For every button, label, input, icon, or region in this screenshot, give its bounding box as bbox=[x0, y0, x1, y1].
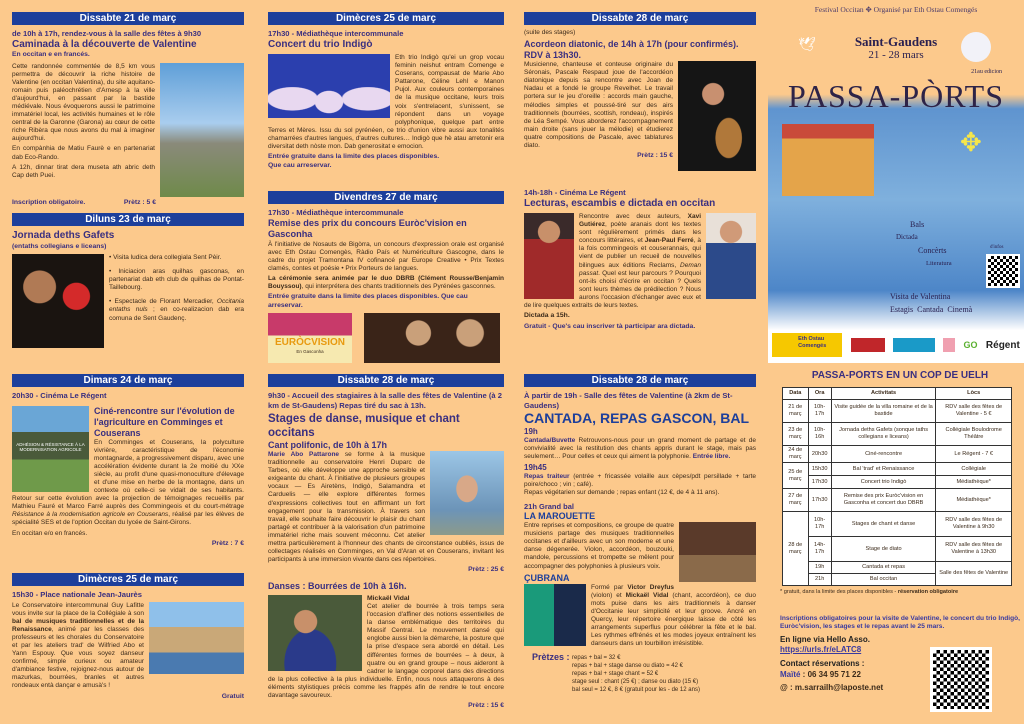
table-footnote: * gratuit, dans la limite des places disponibles - réservation obligatoire bbox=[780, 589, 959, 595]
day-header: Dissabte 28 de març bbox=[524, 12, 756, 25]
booking-link[interactable]: https://urls.fr/eLATC8 bbox=[780, 644, 862, 654]
event-time: 17h30 - Médiathèque intercommunale bbox=[268, 29, 404, 38]
day-header: Dissabte 21 de març bbox=[12, 12, 244, 25]
event-title: Remise des prix du concours Euròc'vision en Gasconha bbox=[268, 217, 467, 239]
photo-man-occitan-cross bbox=[12, 254, 104, 348]
inscription-note: Inscription obligatoire. bbox=[12, 198, 86, 206]
event-lecturas: 14h-18h - Cinéma Le Régent Lecturas, escambis e dictada en occitan Rencontre avec deux auteurs, Xavi Gutiérez, poète aranais dont les textes sont régulièrement primés dans les concours littéraires, et Jean-Paul Ferré, à la fois commingeois et couserannais, qui vient de publier un recueil de nouvelles bilingues aux éditions Reclams, Deman passat. Quel est leur parcours ? Pourquoi ont-ils choisi d'écrire en occitan ? Quels sont leurs thèmes de prédilection ? Nous aurons l'occasion d'échanger avec eux et de lire quelques extraits de leurs textes. Dictada a 15h. Gratuit - Que's cau inscriver tà participar ara dictada. bbox=[524, 188, 756, 368]
event-cine-rencontre: Dimars 24 de març 20h30 - Cinéma Le Régent ADHÉSION & RÉSISTANCE À LA MODERNISATION AGRICOLE Ciné-rencontre sur l'évolution de l'agriculture en Comminges et Couserans En Comminges et Couserans, la polyculture vivrière, caractéristique de l'économie montagnarde, a progressivement disparu, avec une accélération évidente durant la 2e moitié du XXe siècle, au profit d'une quasi-monoculture d'élevage et d'une mise en herbe de la montagne, dans un contexte où celle-ci se vidait de ses habitants. Retour sur cette évolution avec la projection de témoignages recueillis par Mathieu Fauré et Marco Farré auprès des Commingeois et du court-métrage Résistance à la modernisation agricole en Couserans, réalisé par les élèves de spécialité SES et de l'option Occitan du lycée de Saint-Girons. En occitan e/o en francés. Prètz : 7 € bbox=[12, 375, 244, 547]
photo-pascale-respaud bbox=[678, 61, 756, 171]
event-time: À partir de 19h - Salle des fêtes de Valentine (à 2km de St-Gaudens) bbox=[524, 391, 733, 410]
table-row: 27 de març 17h30 Remise des prix Euròc'vision en Gasconha et concert duo DBRB Médiathèque* bbox=[783, 489, 1012, 512]
email-contact[interactable]: @ : m.sarrailh@laposte.net bbox=[780, 682, 884, 692]
poster-organizer: Festival Occitan ✥ Organisé par Eth Ostau Comengés bbox=[814, 5, 978, 14]
photo-trio-indigo bbox=[268, 54, 390, 118]
poster-title: PASSA-PÒRTS bbox=[788, 78, 1004, 114]
photo-xavi-gutierez bbox=[524, 213, 574, 299]
event-title: Acordeon diatonic, de 14h à 17h (pour confirmés). RDV à 13h30. bbox=[524, 39, 739, 61]
event-title: Jornada deths Gafets bbox=[12, 230, 115, 241]
table-row: 23 de març 10h-16h Jornada deths Gafets (sonque taths collegians e liceans) Collégiale Boulodrome Théâtre bbox=[783, 423, 1012, 446]
event-time: 14h-18h - Cinéma Le Régent bbox=[524, 188, 626, 197]
table-row: 21 de març 10h-17h Visite guidée de la villa romaine et de la bastide RDV salle des fêtes de Valentine - 5 € bbox=[783, 400, 1012, 423]
event-title: Stages de danse, musique et chant occitans bbox=[268, 413, 460, 439]
day-header: Diluns 23 de març bbox=[12, 213, 244, 226]
table-row: 19h Cantada et repas Salle des fêtes de Valentine bbox=[783, 562, 1012, 574]
table-row: 17h30 Concert trio Indigò Médiathèque* bbox=[783, 476, 1012, 489]
photo-mickael-vidal bbox=[268, 595, 362, 671]
qr-code-poster[interactable] bbox=[986, 254, 1020, 288]
event-time: 17h30 - Médiathèque intercommunale bbox=[268, 208, 404, 217]
price: Gratuit bbox=[221, 692, 244, 700]
event-danses: Danses : Bourrées de 10h à 16h. Mickaël Vidal Cet atelier de bourrée à trois temps sera l'occasion d'affiner des notions essentielles de la danse emblématique des territoires du Massif Central. Le mouvement dansé qui englobe aussi bien la démarche, la posture que la prise d'espace sera abordé en détail. Les différentes formes de bourrées – à deux, à quatre ou en grand groupe – nous aideront à cadrer le langage corporel dans des directions de la plus collective à la plus individuelle. Enfin, nous nous attaquerons à des éléments stylistiques précis comme les frappés afin de rendre le tout encore davantage savoureux. Prètz : 15 € bbox=[268, 581, 504, 710]
event-title: Danses : Bourrées de 10h à 16h. bbox=[268, 581, 407, 591]
price: Prètz : 5 € bbox=[123, 198, 156, 206]
summary-title: PASSA-PÒRTS EN UN CÒP DE UELH bbox=[811, 370, 989, 381]
day-header: Dimècres 25 de març bbox=[12, 573, 244, 586]
photo-la-marouette bbox=[679, 522, 756, 582]
event-stages: Dissabte 28 de març 9h30 - Accueil des stagiaires à la salle des fêtes de Valentine (à 2 km de St-Gaudens) Repas tiré du sac à 13h. Stages de danse, musique et chant occitans Cant polifonic, de 10h à 17h Marie Abo Pattarone se forme à la musique traditionnelle au conservatoire Henri Duparc de Tarbes, où elle développe une approche sensible et exigeante du chant. À l'initiative de plusieurs groupes vocaux — Es Airetèns, Indigò, Salamandra et Carduelis — elle explore différentes formes d'expressions collectives tout en affirmant un fort engagement pour la transmission. À travers son travail, elle souhaite faire découvrir le plaisir du chant partagé et contribuer à la valorisation d'un patrimoine immatériel riche mais souvent méconnu. Cet atelier mettra particulièrement à l'honneur des chants de circonstance oubliés, issus de collectages réalisés en Comminges, en Val d'Aran et en Couserans, invitant les participants à une immersion vivante dans ces répertoires. Prètz : 25 € bbox=[268, 375, 504, 574]
event-title: Lecturas, escambis e dictada en occitan bbox=[524, 197, 716, 209]
band-name: ÇUBRANA bbox=[524, 572, 570, 583]
qr-code-booking[interactable] bbox=[930, 647, 992, 712]
event-caminada: Dissabte 21 de març de 10h à 17h, rendez-vous à la salle des fêtes à 9h30 Caminada à la découverte de Valentine En occitan e en francés. Cette randonnée commentée de 8,5 km vous permettra de découvrir la riche histoire de Valentine (en occitan Valentina), du site aquitano-romain puis paléochrétien d'Arnesp à la ville d'aujourd'hui, en passant par la bastide médiévale. Nous évoquerons aussi le patrimoine immatériel local, les activités humaines et le rôle central de la Garonne (Garona) au cœur de cette riche Ribèra que nous avons du mal à imaginer aujourd'hui. En compànhia de Matiu Faurè e en partenariat dab Eco-Rando. A 12h, dinnar tirat dera museta ath abric deth Cap deth Puei. Inscription obligatoire. Prètz : 5 € bbox=[12, 12, 244, 207]
event-title: Caminada à la découverte de Valentine bbox=[12, 38, 197, 50]
table-row: 25 de març 15h30 Bal 'trad' et Renaissance Collégiale bbox=[783, 463, 1012, 476]
go-logo: GO bbox=[963, 340, 978, 350]
price: Prètz : 15 € bbox=[468, 702, 504, 710]
event-time: 15h30 - Place nationale Jean-Jaurès bbox=[12, 590, 143, 599]
event-jornada: Diluns 23 de març Jornada deths Gafets (entaths collegians e liceans) • Visita ludica dera collegiala Sent Pèir. • Iniciacion aras quilhas gasconas, en partenariat dab eth club de quilhas de Pontat-Taillebourg. • Espectacle de Florant Mercadier, Occitania entaths nuls ; en co-realizacion dab era comuna de Sent Gaudenç. bbox=[12, 213, 244, 368]
event-time: 20h30 - Cinéma Le Régent bbox=[12, 391, 107, 400]
photo-cubrana bbox=[524, 584, 586, 646]
event-eurocvision: Divendres 27 de març 17h30 - Médiathèque intercommunale Remise des prix du concours Euròc'vision en Gasconha À l'initiative de Nosauts de Bigòrra, un concours d'expression orale est organisé avec Eth Ostau Comengès, Ràdio País et Numériculture Gascogne, dans le cadre du projet Tramontana IV cofinancé par Europe Creative • Prix Textes clamés, contes et poésie • Prix Porteurs de langues. La cérémonie sera animée par le duo DBRB (Clément Rousse/Benjamin Bouyssou), qui interprétera des chants traditionnels des Pyrénées gasconnes. Entrée gratuite dans la limite des places disponibles. Que cau arreservar. EURÒCVISION En Gasconha bbox=[268, 191, 504, 369]
event-acordeon: Dissabte 28 de març (suite des stages) Acordeon diatonic, de 14h à 17h (pour confirmés). RDV à 13h30. Musicienne, chanteuse et conteuse originaire du Séronais, Pascale Respaud joue de l'accordéon diatonique depuis sa rencontre avec Joan de Nadau et a fondé le groupe Revelhet. Le travail portera sur le jeu d'oreille : accords main gauche, mélodies simples et poussé-tiré sur des airs traditionnels (bourrées, scottish, rondeau), inspirés de Léa Sempé. Vous aborderez l'accompagnement main droite (sans jouer la mélodie) et étudierez quatre compositions de Pascale, avec tablatures diato. Prètz : 15 € bbox=[524, 12, 756, 177]
city-logo bbox=[943, 338, 955, 352]
band-name: LA MAROUETTE bbox=[524, 511, 596, 522]
price: Prètz : 7 € bbox=[211, 539, 244, 547]
phone-contact[interactable]: Maïté : 06 34 95 71 22 bbox=[780, 669, 861, 679]
table-row: 21h Bal occitan bbox=[783, 574, 1012, 586]
seagull-icon: 🕊 bbox=[798, 36, 816, 52]
poster-sponsor-bar bbox=[768, 330, 1024, 360]
price-list: Prètzes : repas + bal = 32 € repas + bal + stage danse ou diato = 42 € repas + bal + stage chant = 52 € stage seul : chant (25 €) ; danse ou diato (15 €) bal seul = 12 €, 8 € (gratuit pour les - de 12 ans) bbox=[532, 652, 700, 694]
event-bal-trad: Dimècres 25 de març 15h30 - Place nationale Jean-Jaurès Le Conservatoire intercommunal Guy Lafitte vous invite sur la place de la Collégiale à son bal de musiques traditionnelles et de la Renaissance, animé par les classes des professeurs et les chorales du Conservatoire et par les ateliers trad' de Wilfried Abo et Yann Espouy. Que vous soyez danseur confirmé, simple curieux ou amateur d'ambiance festive, rejoignez-nous autour de mazurkas, bourrées, branles et autres rondeaux entà dançar e amusà's ! Gratuit bbox=[12, 574, 244, 700]
region-logo bbox=[851, 338, 885, 352]
day-header: Divendres 27 de març bbox=[268, 191, 504, 204]
table-row: 24 de març 20h30 Ciné-rencontre Le Régent - 7 € bbox=[783, 446, 1012, 463]
contact-section: Inscriptions obligatoires pour la visite de Valentine, le concert du trio Indigò, Euròc'vision, les stages et le repas avant le 25 mars. En ligne via Hello Asso. https://urls.fr/eLATC8 Contact réservations : Maïté : 06 34 95 71 22 @ : m.sarrailh@laposte.net bbox=[780, 615, 1020, 720]
event-time: 9h30 - Accueil des stagiaires à la salle des fêtes de Valentine (à 2 km de St-Gaudens) Repas tiré du sac à 13h. bbox=[268, 391, 502, 410]
eth-ostau-comenges-logo: Eth Ostau Comengés bbox=[772, 333, 842, 357]
department-logo bbox=[893, 338, 935, 352]
day-header: Dimars 24 de març bbox=[12, 374, 244, 387]
photo-jean-paul-ferre bbox=[706, 213, 756, 299]
regent-logo: Régent bbox=[985, 339, 1020, 351]
event-concert-indigo: Dimècres 25 de març 17h30 - Médiathèque intercommunale Concert du trio Indigò Eth trio Indigò qu'ei un grop vocau feminin neishut entram Comenge e Coserans, compausat de Marie Abo Pattarone, Céline Lehl e Manon Pujol. Aux couleurs contemporaines de la musique occitane, leurs trois voix s'entrelacent, s'unissent, se répondent dans un voyage polyphonique, quelque part entre Terres et Mères. Issu du sol pyrénéen, ce trio d'union vibre aussi aux tonalités chamarrées d'autres langues, d'autres cultures… Indigò que hè atau arretonir era diversitat deth nòste mon. Dab generositat e emocion. Entrée gratuite dans la limite des places disponibles. Que cau arreservar. bbox=[268, 13, 504, 169]
price: Prètz : 25 € bbox=[468, 566, 504, 574]
photo-collegiale-musicians bbox=[149, 602, 244, 674]
event-language: En occitan e en francés. bbox=[12, 51, 90, 58]
event-title: Concert du trio Indigò bbox=[268, 38, 373, 50]
photo-marie-abo bbox=[430, 451, 504, 535]
occitan-cross-icon: ✥ bbox=[960, 127, 982, 157]
festival-poster: Festival Occitan ✥ Organisé par Eth Ostau Comengés 🕊 Saint-Gaudens 21 - 28 mars 21au edicion PASSA-PÒRTS ✥ Bals Dictada Concèrts Literatura Visita de Valentina Estagis Cantada Cinemà d'infos Eth Ostau Comengés GO Régent bbox=[768, 0, 1024, 363]
day-header: Dimècres 25 de març bbox=[268, 12, 504, 25]
collegiale-illustration bbox=[782, 124, 874, 196]
day-header: Dissabte 28 de març bbox=[524, 374, 756, 387]
photo-roman-ruins bbox=[160, 63, 244, 197]
table-row: 14h-17h Stage de diato RDV salle des fêtes de Valentine à 13h30 bbox=[783, 537, 1012, 562]
table-row: 28 de març 10h-17h Stages de chant et danse RDV salle des fêtes de Valentine à 9h30 bbox=[783, 512, 1012, 537]
summary-section bbox=[780, 370, 1020, 613]
eurocvision-logo: EURÒCVISION En Gasconha bbox=[268, 313, 352, 363]
event-time: de 10h à 17h, rendez-vous à la salle des fêtes à 9h30 bbox=[12, 29, 202, 38]
price: Prètz : 15 € bbox=[637, 152, 673, 160]
day-header: Dissabte 28 de març bbox=[268, 374, 504, 387]
event-cantada-bal: Dissabte 28 de març À partir de 19h - Salle des fêtes de Valentine (à 2km de St-Gaudens) CANTADA, REPAS GASCON, BAL 19h Cantada/Buvette Retrouvons-nous pour un grand moment de partage et de convivialité avec la restitution des chants appris durant le stage, mais pas seulement… Pour celles et ceux qui aiment la polyphonie. Entrée libre. 19h45 Repas traiteur (entrée + fricassée volaille aux cèpes/pdt persillade + tarte poire/choco ; vin ; café). Repas végétarien sur demande ; repas enfant (12 €, de 4 à 11 ans). 21h Grand bal LA MAROUETTE Entre reprises et compositions, ce groupe de quatre musiciens partage des musiques traditionnelles occitanes et d'ailleurs avec un son moderne et une danse dégenerée. Violon, accordéon, bouzouki, mandole, percussions et trompette se mêlent pour accompagner des polyphonies à plusieurs voix. ÇUBRANA Formé par Victor Dreyfus (violon) et Mickaël Vidal (chant, accordéon), ce duo mots puise dans les airs traditionnels à danser d'Occitanie leur simplicité et leur groove. Ancré en Quercy, leur répertoire énergique laisse de côté les arrangements superflus pour célébrer la fête et le bal. Les rythmes effrénés et les modes joyeux entraînent les danseurs dans un tourbillon irrésistible. Prètzes : repas + bal = 32 € repas + bal + stage danse ou diato = 42 € repas + bal + stage chant = 52 € stage seul : chant (25 €) ; danse ou diato (15 €) bal seul = 12 €, 8 € (gratuit pour les - de 12 ans) bbox=[524, 375, 756, 694]
summary-table: Data Ora Activitats Lòcs 21 de març 10h-17h Visite guidée de la villa romaine et de la bastide RDV salle des fêtes de Valentine - 5 € 23 de març 10h-16h Jornada deths Gafets (sonque taths collegians e liceans) Collégiale Boulodrome Théâtre 24 de març 20h30 Ciné-rencontre Le Régent - 7 € 25 de març 15h30 Bal 'trad' et Renaissance Collégiale 17h30 Concert trio Indigò Médiathèque* 27 de març 17h30 Remise des prix Euròc'vision en Gasconha et concert duo DBRB Médiathèque* 28 de març 10h-17h Stages de chant et danse RDV salle des fêtes de Valentine à 9h30 14h-17h Stage de diato RDV salle des fêtes de Valentine à 13h30 19h Cantada et repas Salle des fêtes de Valentine 21h Bal occitan bbox=[782, 387, 1012, 586]
photo-duo-dbrb bbox=[364, 313, 500, 363]
event-subtitle: Cant polifonic, de 10h à 17h bbox=[268, 440, 388, 450]
event-title: Ciné-rencontre sur l'évolution de l'agriculture en Comminges et Couserans bbox=[94, 405, 235, 438]
film-poster: ADHÉSION & RÉSISTANCE À LA MODERNISATION AGRICOLE bbox=[12, 406, 89, 492]
moon-icon bbox=[961, 32, 991, 62]
event-title: CANTADA, REPAS GASCON, BAL bbox=[524, 410, 750, 426]
